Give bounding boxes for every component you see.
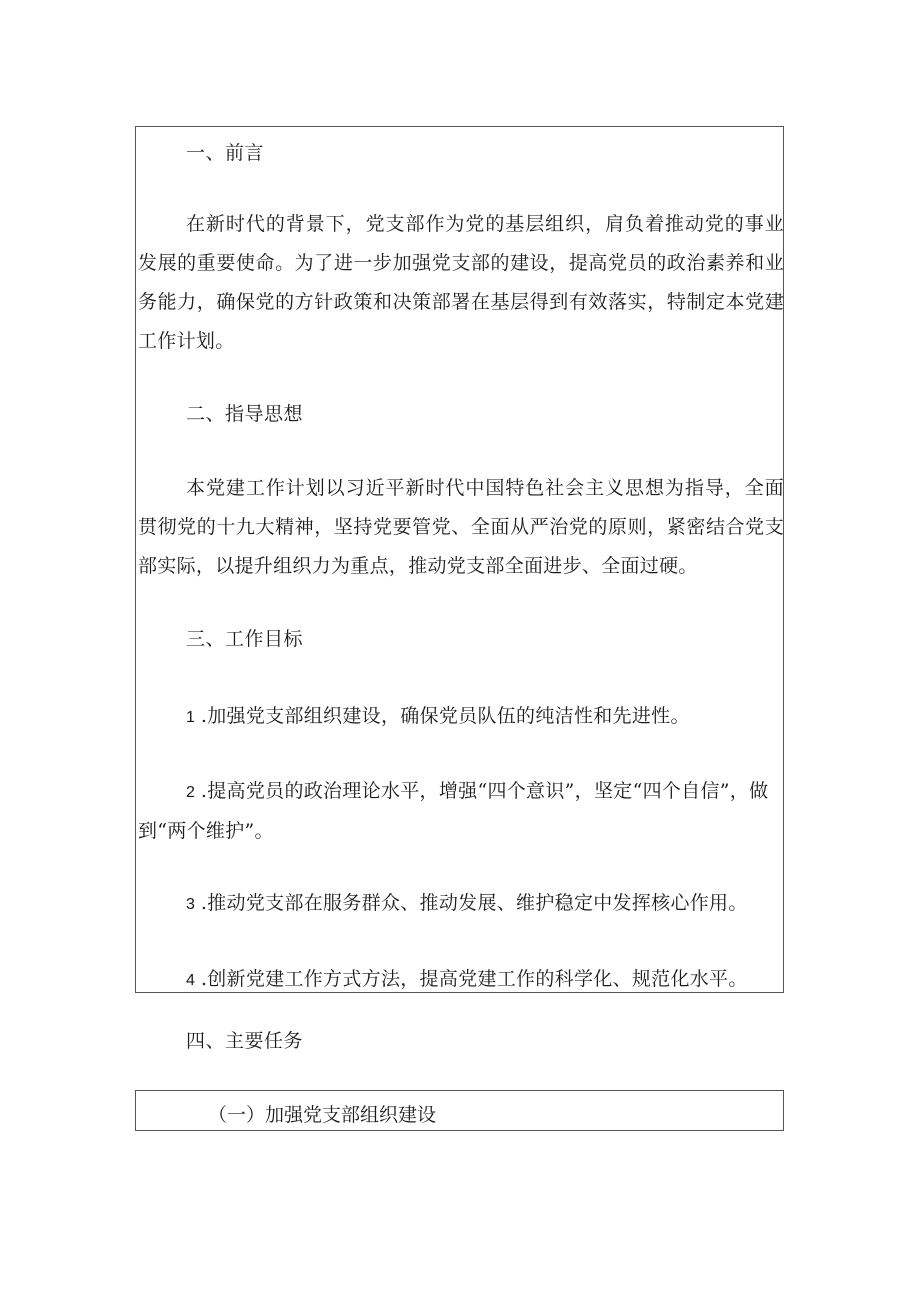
- goal-item-number: 2: [186, 784, 195, 801]
- heading-guiding-thought: 二、指导思想: [186, 403, 304, 425]
- goal-item-text: .创新党建工作方式方法，提高党建工作的科学化、规范化水平。: [200, 968, 748, 990]
- heading-main-tasks: 四、主要任务: [186, 1030, 304, 1052]
- goal-item-3: [138, 884, 784, 924]
- goal-item-text: .提高党员的政治理论水平，增强“四个意识”，坚定“四个自信”，做到“两个维护”。: [138, 780, 769, 842]
- goal-item-number: 3: [186, 896, 195, 913]
- goal-item-2: [138, 772, 784, 851]
- paragraph-guiding-thought: 本党建工作计划以习近平新时代中国特色社会主义思想为指导，全面贯彻党的十九大精神，坚持党要管党、全面从严治党的原则，紧密结合党支部实际，以提升组织力为重点，推动党支部全面进步、全面过硬。: [138, 477, 784, 577]
- paragraph-preface: 在新时代的背景下，党支部作为党的基层组织，肩负着推动党的事业发展的重要使命。为了进一步加强党支部的建设，提高党员的政治素养和业务能力，确保党的方针政策和决策部署在基层得到有效落实，特制定本党建工作计划。: [138, 213, 784, 352]
- heading-preface: 一、前言: [186, 142, 265, 164]
- goal-item-4: [138, 960, 784, 1000]
- goal-item-text: .加强党支部组织建设，确保党员队伍的纯洁性和先进性。: [200, 705, 690, 727]
- subheading-org-building: （一）加强党支部组织建设: [208, 1104, 437, 1126]
- heading-goals: 三、工作目标: [186, 628, 304, 650]
- goal-item-number: 1: [186, 709, 195, 726]
- goal-item-1: [138, 697, 784, 737]
- goal-item-text: .推动党支部在服务群众、推动发展、维护稳定中发挥核心作用。: [200, 892, 748, 914]
- goal-item-number: 4: [186, 972, 195, 989]
